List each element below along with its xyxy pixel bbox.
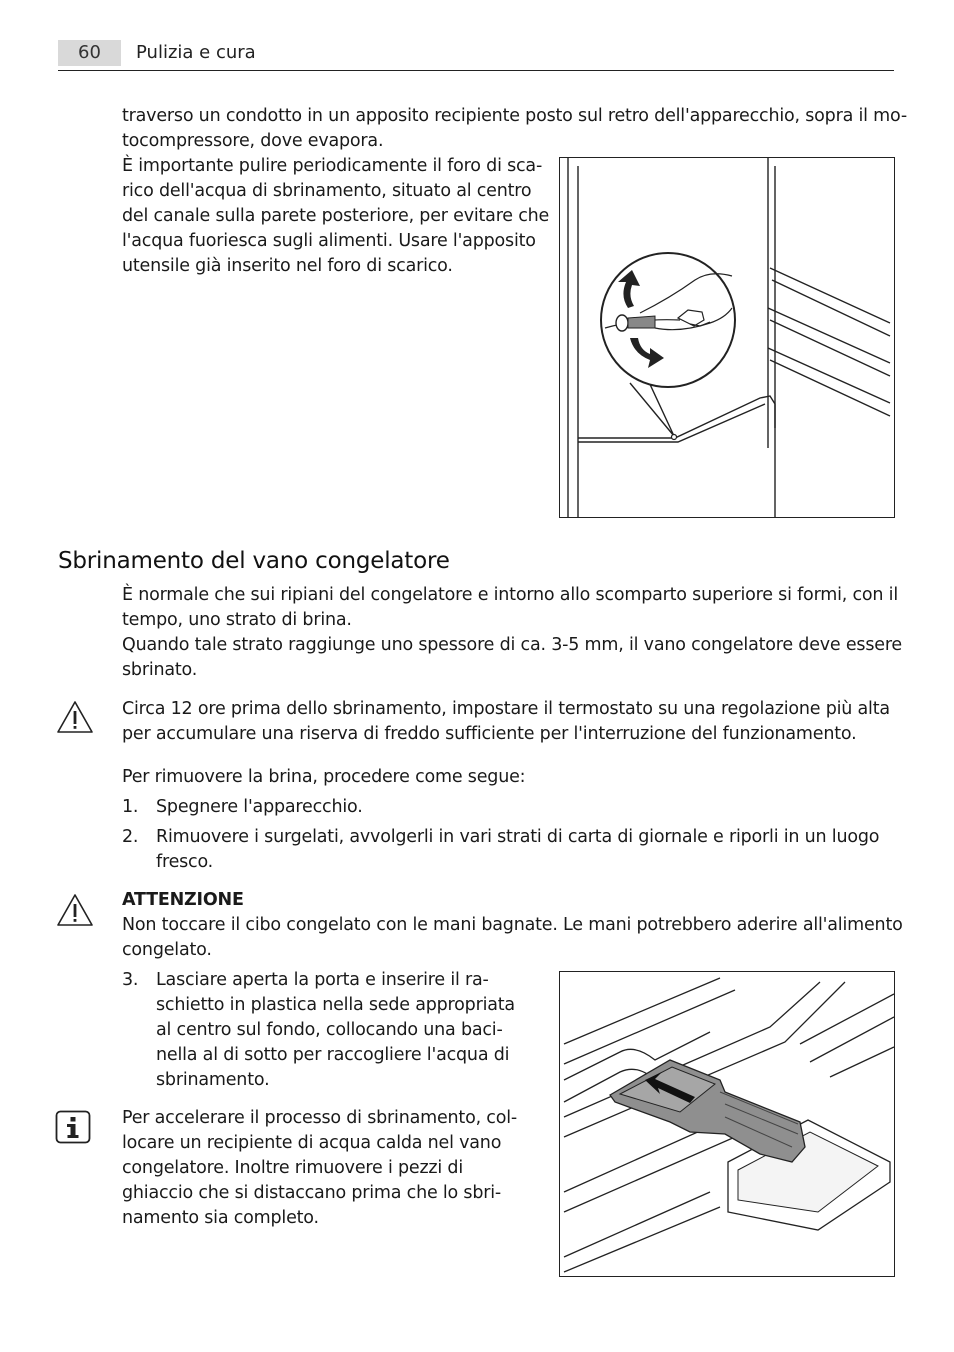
text-line: sbrinato.	[122, 660, 198, 680]
running-header: Pulizia e cura	[136, 42, 256, 63]
text-line: tempo, uno strato di brina.	[122, 610, 352, 630]
list-item	[122, 795, 882, 820]
text-line: schietto in plastica nella sede appropriata	[156, 995, 515, 1015]
frost-paragraph	[122, 583, 902, 683]
text-line: Rimuovere i surgelati, avvolgerli in vari strati di carta di giornale e riporli in un luogo	[156, 827, 880, 847]
page-number: 60	[58, 40, 121, 66]
text-line: Circa 12 ore prima dello sbrinamento, impostare il termostato su una regolazione più alta	[122, 699, 890, 719]
step-number: 2.	[122, 827, 139, 847]
warning-title: ATTENZIONE	[122, 890, 244, 910]
text-line: fresco.	[156, 852, 214, 872]
section-title: Sbrinamento del vano congelatore	[58, 548, 450, 574]
scraper-illustration	[559, 971, 895, 1277]
list-item	[122, 968, 522, 1093]
text-line: È normale che sui ripiani del congelatore e intorno allo scomparto superiore si formi, con il	[122, 585, 898, 605]
text-line: Quando tale strato raggiunge uno spessore di ca. 3-5 mm, il vano congelatore deve essere	[122, 635, 903, 655]
info-icon	[55, 1110, 91, 1148]
text-line: nella al di sotto per raccogliere l'acqua di	[156, 1045, 510, 1065]
step-number: 3.	[122, 970, 139, 990]
drain-hole-paragraph	[122, 154, 549, 279]
text-line: Per accelerare il processo di sbrinamento, col-	[122, 1108, 518, 1128]
info-tip-text	[122, 1106, 517, 1231]
intro-line-2: tocompressore, dove evapora.	[122, 131, 384, 151]
warning-triangle-icon	[56, 893, 94, 931]
text-line: al centro sul fondo, collocando una baci-	[156, 1020, 503, 1040]
procedure-intro: Per rimuovere la brina, procedere come segue:	[122, 767, 526, 787]
warning-thermostat-text	[122, 697, 890, 747]
text-line: del canale sulla parete posteriore, per evitare che	[122, 206, 550, 226]
step-text: Spegnere l'apparecchio.	[156, 797, 363, 817]
list-item	[122, 825, 882, 875]
step-text	[156, 968, 515, 1093]
text-line: rico dell'acqua di sbrinamento, situato al centro	[122, 181, 532, 201]
text-line: sbrinamento.	[156, 1070, 270, 1090]
text-line: Lasciare aperta la porta e inserire il ra-	[156, 970, 489, 990]
step-number: 1.	[122, 797, 139, 817]
text-line: ghiaccio che si distaccano prima che lo sbri-	[122, 1183, 502, 1203]
text-line: Non toccare il cibo congelato con le mani bagnate. Le mani potrebbero aderire all'alimento	[122, 915, 903, 935]
header-divider	[58, 70, 894, 71]
text-line: locare un recipiente di acqua calda nel vano	[122, 1133, 502, 1153]
text-line: utensile già inserito nel foro di scarico.	[122, 256, 453, 276]
text-line: congelato.	[122, 940, 212, 960]
step-text	[156, 825, 879, 875]
drain-hole-illustration	[559, 157, 895, 518]
text-line: l'acqua fuoriesca sugli alimenti. Usare l'apposito	[122, 231, 536, 251]
text-line: namento sia completo.	[122, 1208, 319, 1228]
warning-wet-hands-text	[122, 913, 903, 963]
intro-line-1: traverso un condotto in un apposito recipiente posto sul retro dell'apparecchio, sopra il mo-	[122, 106, 907, 126]
warning-triangle-icon	[56, 700, 94, 738]
text-line: congelatore. Inoltre rimuovere i pezzi di	[122, 1158, 464, 1178]
text-line: per accumulare una riserva di freddo sufficiente per l'interruzione del funzionamento.	[122, 724, 857, 744]
text-line: È importante pulire periodicamente il foro di sca-	[122, 156, 543, 176]
